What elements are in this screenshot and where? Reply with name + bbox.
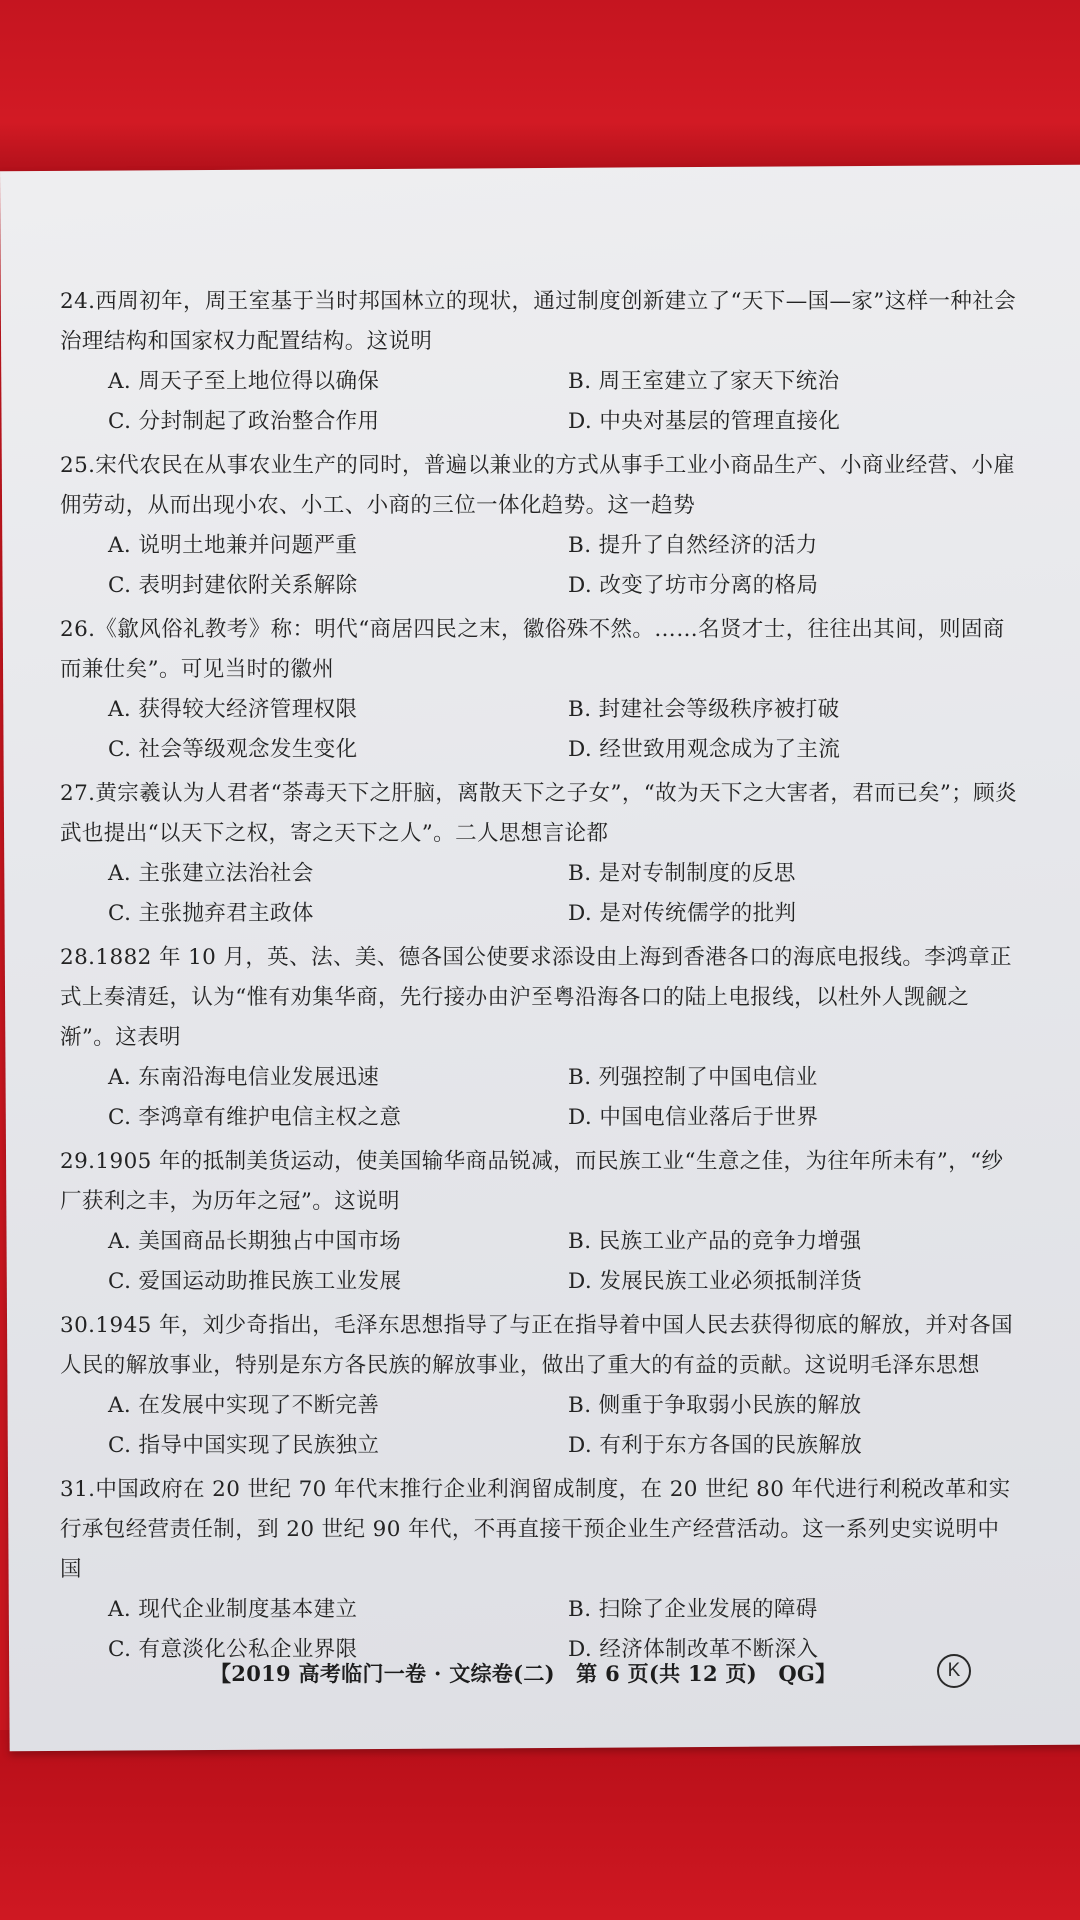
option-a: A. 东南沿海电信业发展迅速: [108, 1065, 380, 1090]
question-stem: 1945 年，刘少奇指出，毛泽东思想指导了与正在指导着中国人民去获得彻底的解放，并对各国人民的解放事业，特别是东方各民族的解放事业，做出了重大的有益的贡献。这说明毛泽东思想: [60, 1313, 1014, 1378]
option-grid: [108, 362, 1020, 442]
option-a: A. 美国商品长期独占中国市场: [108, 1229, 402, 1254]
option-d: D. 是对传统儒学的批判: [568, 901, 797, 926]
red-background-bottom: [0, 1730, 1080, 1920]
option-c: C. 有意淡化公私企业界限: [108, 1637, 358, 1662]
option-b: B. 封建社会等级秩序被打破: [568, 697, 840, 722]
option-a: A. 说明土地兼并问题严重: [108, 533, 358, 558]
option-grid: [108, 1222, 1020, 1302]
option-grid: [108, 1058, 1020, 1138]
question-stem: 宋代农民在从事农业生产的同时，普遍以兼业的方式从事手工业小商品生产、小商业经营、小雇佣劳动，从而出现小农、小工、小商的三位一体化趋势。这一趋势: [60, 453, 1016, 518]
question-31: [60, 1470, 1020, 1670]
option-grid: [108, 690, 1020, 770]
option-c: C. 李鸿章有维护电信主权之意: [108, 1105, 402, 1130]
question-24: [60, 282, 1020, 442]
question-stem: 中国政府在 20 世纪 70 年代末推行企业利润留成制度，在 20 世纪 80 年代进行利税改革和实行承包经营责任制，到 20 世纪 90 年代，不再直接干预企业生产经营活动。这一系列史实说明中国: [60, 1477, 1011, 1582]
red-background-top: [0, 0, 1080, 175]
question-stem: 1882 年 10 月，英、法、美、德各国公使要求添设由上海到香港各口的海底电报线。李鸿章正式上奏清廷，认为“惟有劝集华商，先行接办由沪至粤沿海各口的陆上电报线，以杜外人觊觎之渐”。这表明: [60, 945, 1012, 1050]
question-number: 24.: [60, 289, 96, 314]
option-a: A. 获得较大经济管理权限: [108, 697, 358, 722]
option-c: C. 社会等级观念发生变化: [108, 737, 358, 762]
option-c: C. 爱国运动助推民族工业发展: [108, 1269, 402, 1294]
option-grid: [108, 1386, 1020, 1466]
option-d: D. 经济体制改革不断深入: [568, 1637, 819, 1662]
option-b: B. 扫除了企业发展的障碍: [568, 1597, 818, 1622]
option-a: A. 周天子至上地位得以确保: [108, 369, 380, 394]
option-b: B. 侧重于争取弱小民族的解放: [568, 1393, 862, 1418]
question-number: 31.: [60, 1477, 96, 1502]
option-d: D. 发展民族工业必须抵制洋货: [568, 1269, 863, 1294]
option-b: B. 周王室建立了家天下统治: [568, 369, 840, 394]
question-number: 28.: [60, 945, 96, 970]
option-c: C. 指导中国实现了民族独立: [108, 1433, 380, 1458]
question-stem: 《歙风俗礼教考》称：明代“商居四民之末，徽俗殊不然。……名贤才士，往往出其间，则固商而兼仕矣”。可见当时的徽州: [60, 617, 1005, 682]
question-list: [60, 282, 1020, 1674]
option-a: A. 在发展中实现了不断完善: [108, 1393, 380, 1418]
question-30: [60, 1306, 1020, 1466]
option-b: B. 列强控制了中国电信业: [568, 1065, 818, 1090]
option-d: D. 中国电信业落后于世界: [568, 1105, 819, 1130]
question-29: [60, 1142, 1020, 1302]
option-b: B. 民族工业产品的竞争力增强: [568, 1229, 862, 1254]
option-grid: [108, 854, 1020, 934]
option-d: D. 经世致用观念成为了主流: [568, 737, 841, 762]
option-b: B. 是对专制制度的反思: [568, 861, 796, 886]
question-number: 26.: [60, 617, 96, 642]
option-a: A. 现代企业制度基本建立: [108, 1597, 358, 1622]
question-number: 25.: [60, 453, 96, 478]
question-25: [60, 446, 1020, 606]
option-d: D. 改变了坊市分离的格局: [568, 573, 819, 598]
question-stem: 1905 年的抵制美货运动，使美国输华商品锐减，而民族工业“生意之佳，为往年所未有”，“纱厂获利之丰，为历年之冠”。这说明: [60, 1149, 1004, 1214]
question-27: [60, 774, 1020, 934]
option-d: D. 有利于东方各国的民族解放: [568, 1433, 863, 1458]
option-b: B. 提升了自然经济的活力: [568, 533, 818, 558]
option-c: C. 表明封建依附关系解除: [108, 573, 358, 598]
option-d: D. 中央对基层的管理直接化: [568, 409, 841, 434]
question-26: [60, 610, 1020, 770]
question-number: 30.: [60, 1313, 96, 1338]
option-c: C. 分封制起了政治整合作用: [108, 409, 380, 434]
page-footer: 【2019 高考临门一卷 · 文综卷(二) 第 6 页(共 12 页) QG】: [210, 1661, 837, 1686]
option-c: C. 主张抛弃君主政体: [108, 901, 314, 926]
question-number: 27.: [60, 781, 96, 806]
circled-k-mark: K: [937, 1654, 971, 1688]
option-grid: [108, 526, 1020, 606]
question-stem: 黄宗羲认为人君者“荼毒天下之肝脑，离散天下之子女”，“故为天下之大害者，君而已矣”；顾炎武也提出“以天下之权，寄之天下之人”。二人思想言论都: [60, 781, 1017, 846]
question-stem: 西周初年，周王室基于当时邦国林立的现状，通过制度创新建立了“天下—国—家”这样一种社会治理结构和国家权力配置结构。这说明: [60, 289, 1017, 354]
question-28: [60, 938, 1020, 1138]
question-number: 29.: [60, 1149, 96, 1174]
option-a: A. 主张建立法治社会: [108, 861, 314, 886]
